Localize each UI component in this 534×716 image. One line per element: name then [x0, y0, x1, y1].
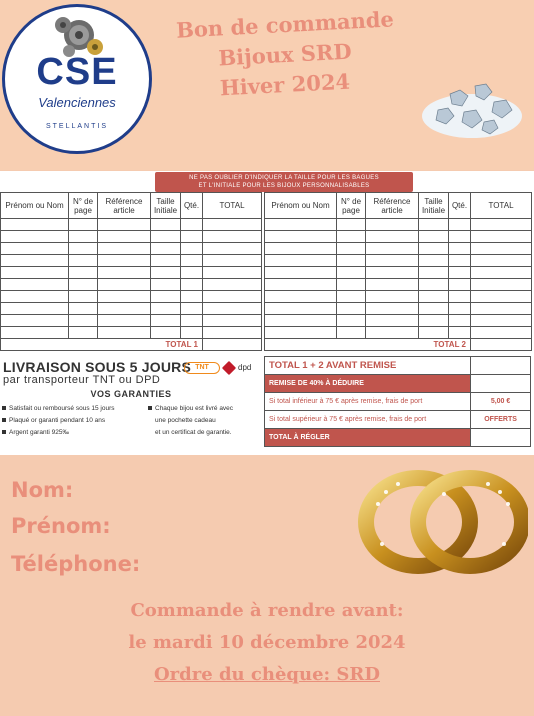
notice-line-1: NE PAS OUBLIER D'INDIQUER LA TAILLE POUR LES BAGUES	[189, 175, 379, 181]
page-title	[150, 6, 420, 101]
guarantees-title: VOS GARANTIES	[90, 389, 172, 399]
firstname-field-label[interactable]: Prénom:	[11, 514, 111, 538]
guarantee-item: une pochette cadeau	[155, 417, 216, 424]
col-name: Prénom ou Nom	[265, 193, 337, 219]
bullet-icon	[2, 406, 6, 410]
discount-label: REMISE DE 40% À DÉDUIRE	[265, 375, 471, 393]
total-2-value[interactable]	[471, 339, 532, 351]
title-line-2: Bijoux SRD	[217, 38, 353, 71]
total-to-pay-label: TOTAL À RÉGLER	[265, 429, 471, 447]
col-name: Prénom ou Nom	[1, 193, 69, 219]
table-row[interactable]	[1, 327, 262, 339]
deadline-line-1: Commande à rendre avant:	[130, 600, 404, 621]
totals-box	[264, 356, 531, 447]
col-reference: Référence article	[98, 193, 151, 219]
guarantee-item: Chaque bijou est livré avec	[148, 403, 262, 415]
bullet-icon	[2, 430, 6, 434]
shipping-high-value: OFFERTS	[471, 411, 531, 429]
table-row[interactable]	[265, 315, 532, 327]
table-row[interactable]	[265, 243, 532, 255]
cse-logo	[2, 4, 152, 154]
total-2-label: TOTAL 2	[265, 339, 471, 351]
diamonds-image	[420, 76, 524, 140]
dpd-logo: dpd	[238, 363, 252, 372]
bullet-icon	[2, 418, 6, 422]
table-row[interactable]	[1, 303, 262, 315]
total-to-pay-value[interactable]	[471, 429, 531, 447]
name-field-label[interactable]: Nom:	[11, 478, 74, 502]
deadline-line-2: le mardi 10 décembre 2024	[128, 632, 406, 653]
logo-city-text: Valenciennes	[38, 95, 116, 110]
guarantees	[0, 389, 262, 436]
table-row[interactable]	[265, 279, 532, 291]
table-row[interactable]	[1, 315, 262, 327]
table-row[interactable]	[265, 303, 532, 315]
table-row[interactable]	[1, 219, 262, 231]
guarantee-item: et un certificat de garantie.	[155, 429, 232, 436]
col-reference: Référence article	[366, 193, 419, 219]
table-row[interactable]	[1, 231, 262, 243]
total-1-label: TOTAL 1	[1, 339, 203, 351]
shipping-low-value: 5,00 €	[471, 393, 531, 411]
table-row[interactable]	[1, 267, 262, 279]
table-row[interactable]	[265, 219, 532, 231]
table-row[interactable]	[265, 267, 532, 279]
phone-field-label[interactable]: Téléphone:	[11, 552, 141, 576]
table-row[interactable]	[1, 255, 262, 267]
total-1-row	[1, 339, 262, 351]
total-before-discount-label: TOTAL 1 + 2 AVANT REMISE	[265, 357, 471, 375]
logo-cse-text: CSE	[36, 51, 118, 93]
table-row[interactable]	[1, 291, 262, 303]
table-row[interactable]	[265, 291, 532, 303]
title-line-3: Hiver 2024	[219, 68, 351, 101]
total-before-discount-value[interactable]	[471, 357, 531, 375]
guarantees-left	[2, 403, 138, 439]
bullet-icon	[148, 406, 152, 410]
dpd-cube-icon	[222, 361, 236, 375]
table-row[interactable]	[265, 255, 532, 267]
total-1-value[interactable]	[203, 339, 262, 351]
col-page: N° de page	[337, 193, 366, 219]
title-line-1: Bon de commande	[175, 6, 395, 43]
total-2-row	[265, 339, 532, 351]
table-row[interactable]	[1, 279, 262, 291]
discount-value[interactable]	[471, 375, 531, 393]
order-table-right	[264, 192, 532, 351]
guarantee-item: Argent garanti 925‰	[2, 427, 138, 439]
notice-line-2: ET L'INITIALE POUR LES BIJOUX PERSONNALISABLES	[198, 183, 370, 189]
col-qty: Qté.	[181, 193, 203, 219]
guarantee-item: Plaqué or garanti pendant 10 ans	[2, 415, 138, 427]
header	[0, 0, 534, 170]
table-row[interactable]	[1, 243, 262, 255]
col-page: N° de page	[69, 193, 98, 219]
table-row[interactable]	[265, 231, 532, 243]
guarantees-right	[148, 403, 262, 439]
delivery-title: LIVRAISON SOUS 5 JOURS	[3, 359, 191, 375]
shipping-low-label: Si total inférieur à 75 € après remise, frais de port	[265, 393, 471, 411]
col-qty: Qté.	[449, 193, 471, 219]
col-total: TOTAL	[471, 193, 532, 219]
col-size: Taille Initiale	[151, 193, 181, 219]
guarantee-item: Satisfait ou remboursé sous 15 jours	[2, 403, 138, 415]
size-notice	[155, 172, 413, 192]
cheque-order: Ordre du chèque: SRD	[154, 664, 380, 685]
carrier-logos	[184, 362, 262, 378]
tnt-logo: TNT	[184, 362, 220, 374]
order-table-left	[0, 192, 262, 351]
table-row[interactable]	[265, 327, 532, 339]
col-total: TOTAL	[203, 193, 262, 219]
col-size: Taille Initiale	[419, 193, 449, 219]
logo-company-text: STELLANTIS	[45, 123, 108, 130]
delivery-subtitle: par transporteur TNT ou DPD	[3, 374, 161, 386]
shipping-high-label: Si total supérieur à 75 € après remise, frais de port	[265, 411, 471, 429]
gold-rings-image	[358, 464, 528, 580]
